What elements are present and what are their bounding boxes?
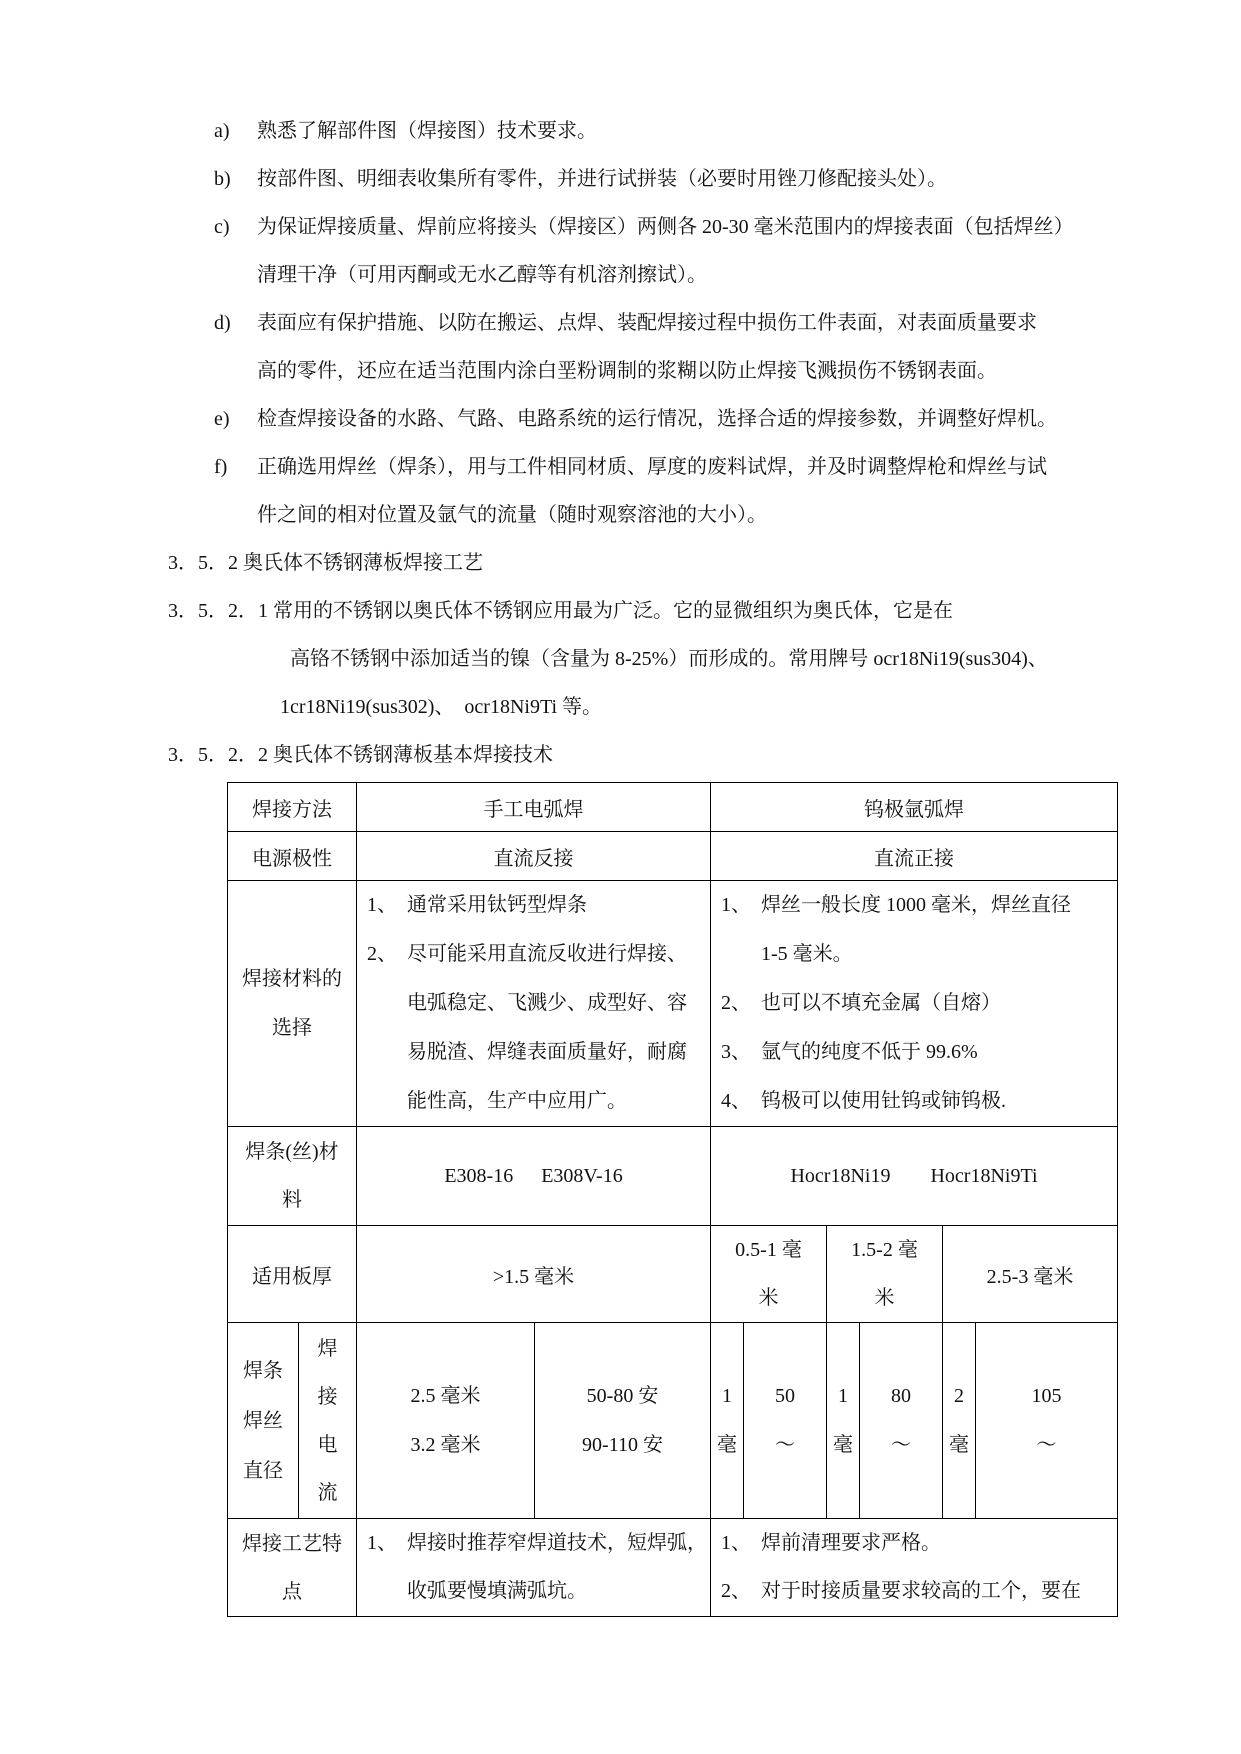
cell-line: 80 [891,1384,911,1407]
row-diameter-current [228,1323,1118,1519]
prep-label-d: d) [214,312,231,334]
section-heading-3521: 3．5．2．1 常用的不锈钢以奥氏体不锈钢应用最为广泛。它的显微组织为奥氏体，它是在 [168,600,953,622]
item-text: 焊丝一般长度 1000 毫米，焊丝直径 [761,894,1071,916]
rod-hocr18ni19: Hocr18Ni19 [790,1164,891,1187]
section-heading-352: 3．5．2 奥氏体不锈钢薄板焊接工艺 [168,552,483,574]
method-manual-arc: 手工电弧焊 [357,783,711,832]
row-label-diameter [228,1323,299,1519]
item-number: 2、 [721,1580,751,1602]
rod-e308v-16: E308V-16 [541,1164,623,1187]
row-rod-material [228,1127,1118,1226]
row-label-welding-method: 焊接方法 [228,783,357,832]
prep-label-a: a) [214,120,230,142]
section-heading-3522: 3．5．2．2 奥氏体不锈钢薄板基本焊接技术 [168,744,553,766]
welding-spec-table [227,782,1118,1617]
prep-text-c-1: 为保证焊接质量、焊前应将接头（焊接区）两侧各 20-30 毫米范围内的焊接表面（包括焊丝） [257,216,1074,238]
cell-line: 毫 [717,1433,737,1456]
tig-current-3 [976,1323,1118,1519]
prep-text-a: 熟悉了解部件图（焊接图）技术要求。 [257,120,597,142]
section-3521-line2: 高铬不锈钢中添加适当的镍（含量为 8-25%）而形成的。常用牌号 ocr18Ni19(sus304)、 [290,648,1048,670]
label-line: 直径 [243,1459,283,1482]
thickness-manual-arc: >1.5 毫米 [357,1226,711,1323]
prep-label-c: c) [214,216,230,238]
cell-line: 2 [954,1384,964,1407]
rod-tig [711,1127,1118,1226]
row-label-material [228,881,357,1127]
prep-text-d-2: 高的零件，还应在适当范围内涂白垩粉调制的浆糊以防止焊接飞溅损伤不锈钢表面。 [257,360,997,382]
item-text: 1-5 毫米。 [761,943,853,965]
label-line: 点 [282,1580,302,1603]
cell-line: 50 [775,1384,795,1407]
features-tig [711,1519,1118,1617]
features-tig-item-2 [721,1567,1117,1615]
section-3521-line3: 1cr18Ni19(sus302)、 ocr18Ni9Ti 等。 [280,696,603,718]
thickness-text: 米 [874,1287,895,1309]
prep-label-f: f) [214,456,228,478]
tig-diameter-1 [711,1323,744,1519]
thickness-tig-range-3: 2.5-3 毫米 [943,1226,1118,1323]
rod-hocr18ni9ti: Hocr18Ni9Ti [930,1164,1038,1187]
thickness-tig-range-2 [827,1226,943,1323]
item-number: 1、 [721,894,751,916]
prep-text-d-1: 表面应有保护措施、以防在搬运、点焊、装配焊接过程中损伤工件表面，对表面质量要求 [257,312,1037,334]
row-process-features [228,1519,1118,1617]
row-plate-thickness [228,1226,1118,1323]
rod-manual-arc [357,1127,711,1226]
row-label-rod-2: 料 [282,1189,302,1211]
polarity-manual-arc: 直流反接 [357,832,711,881]
item-text: 收弧要慢填满弧坑。 [407,1580,587,1602]
material-tig-item-2 [721,979,1117,1028]
row-label-current [299,1323,357,1519]
cell-line: ～ [891,1433,911,1456]
item-text: 电弧稳定、飞溅少、成型好、容 [407,992,687,1014]
label-line: 焊丝 [243,1409,283,1432]
thickness-text: 0.5-1 毫 [735,1239,802,1261]
cell-line: 毫 [949,1433,969,1456]
row-label-material-2: 选择 [272,1016,312,1039]
polarity-tig: 直流正接 [711,832,1118,881]
item-text: 氩气的纯度不低于 99.6% [761,1041,978,1063]
thickness-tig-range-1 [711,1226,827,1323]
material-tig-item-3 [721,1028,1117,1077]
tig-diameter-2 [827,1323,860,1519]
material-tig-item-4 [721,1077,1117,1126]
diameter-value: 3.2 毫米 [410,1433,481,1456]
item-number: 1、 [367,894,397,916]
features-manual-item-1 [367,1519,710,1615]
row-material-selection [228,881,1118,1127]
label-line: 焊 [317,1337,338,1360]
item-text: 易脱渣、焊缝表面质量好，耐腐 [407,1041,687,1063]
item-text: 对于时接质量要求较高的工个，要在 [761,1580,1081,1602]
prep-text-f-1: 正确选用焊丝（焊条），用与工件相同材质、厚度的废料试焊，并及时调整焊枪和焊丝与试 [257,456,1047,478]
rod-e308-16: E308-16 [444,1164,514,1187]
material-manual-arc [357,881,711,1127]
cell-line: 1 [838,1384,848,1407]
diameter-manual-arc [357,1323,535,1519]
tig-current-2 [860,1323,943,1519]
prep-label-e: e) [214,408,230,430]
current-value: 90-110 安 [582,1433,663,1456]
item-number: 2、 [721,992,751,1014]
features-tig-item-1 [721,1519,1117,1567]
item-text: 焊前清理要求严格。 [761,1532,941,1554]
current-value: 50-80 安 [586,1384,659,1407]
prep-text-e: 检查焊接设备的水路、气路、电路系统的运行情况，选择合适的焊接参数，并调整好焊机。 [257,408,1057,430]
material-manual-item-1 [367,881,710,930]
prep-text-b: 按部件图、明细表收集所有零件，并进行试拼装（必要时用锉刀修配接头处）。 [257,168,947,190]
item-text: 钨极可以使用钍钨或铈钨极. [761,1090,1006,1112]
row-label-rod-material [228,1127,357,1226]
item-text: 能性高，生产中应用广。 [407,1090,627,1112]
row-label-rod-1: 焊条(丝)材 [245,1141,339,1163]
current-manual-arc [535,1323,711,1519]
item-number: 1、 [367,1532,397,1554]
row-label-material-1: 焊接材料的 [242,967,342,990]
prep-text-c-2: 清理干净（可用丙酮或无水乙醇等有机溶剂擦试）。 [257,264,707,286]
item-text: 也可以不填充金属（自熔） [761,992,1001,1014]
material-tig [711,881,1118,1127]
material-tig-item-1 [721,881,1117,979]
thickness-text: 1.5-2 毫 [851,1239,918,1261]
prep-label-b: b) [214,168,231,190]
label-line: 接 [317,1385,338,1408]
item-number: 4、 [721,1090,751,1112]
prep-text-f-2: 件之间的相对位置及氩气的流量（随时观察溶池的大小）。 [257,504,767,526]
label-line: 流 [317,1481,338,1504]
label-line: 电 [317,1433,338,1456]
thickness-text: 米 [758,1287,779,1309]
cell-line: 1 [722,1384,732,1407]
diameter-value: 2.5 毫米 [410,1384,481,1407]
row-label-thickness: 适用板厚 [228,1226,357,1323]
row-label-features [228,1519,357,1617]
cell-line: ～ [1036,1433,1057,1456]
row-label-polarity: 电源极性 [228,832,357,881]
cell-line: 毫 [833,1433,853,1456]
features-manual-arc [357,1519,711,1617]
item-text: 尽可能采用直流反收进行焊接、 [407,943,687,965]
tig-diameter-3 [943,1323,976,1519]
cell-line: ～ [775,1433,795,1456]
tig-current-1 [744,1323,827,1519]
item-number: 2、 [367,943,397,965]
label-line: 焊接工艺特 [242,1532,342,1555]
item-text: 焊接时推荐窄焊道技术，短焊弧， [407,1532,707,1554]
item-number: 1、 [721,1532,751,1554]
cell-line: 105 [1031,1384,1062,1407]
item-number: 3、 [721,1041,751,1063]
row-welding-method [228,783,1118,832]
item-text: 通常采用钛钙型焊条 [407,894,587,916]
label-line: 焊条 [243,1359,283,1382]
method-tig: 钨极氩弧焊 [711,783,1118,832]
row-power-polarity [228,832,1118,881]
material-manual-item-2 [367,930,710,1126]
